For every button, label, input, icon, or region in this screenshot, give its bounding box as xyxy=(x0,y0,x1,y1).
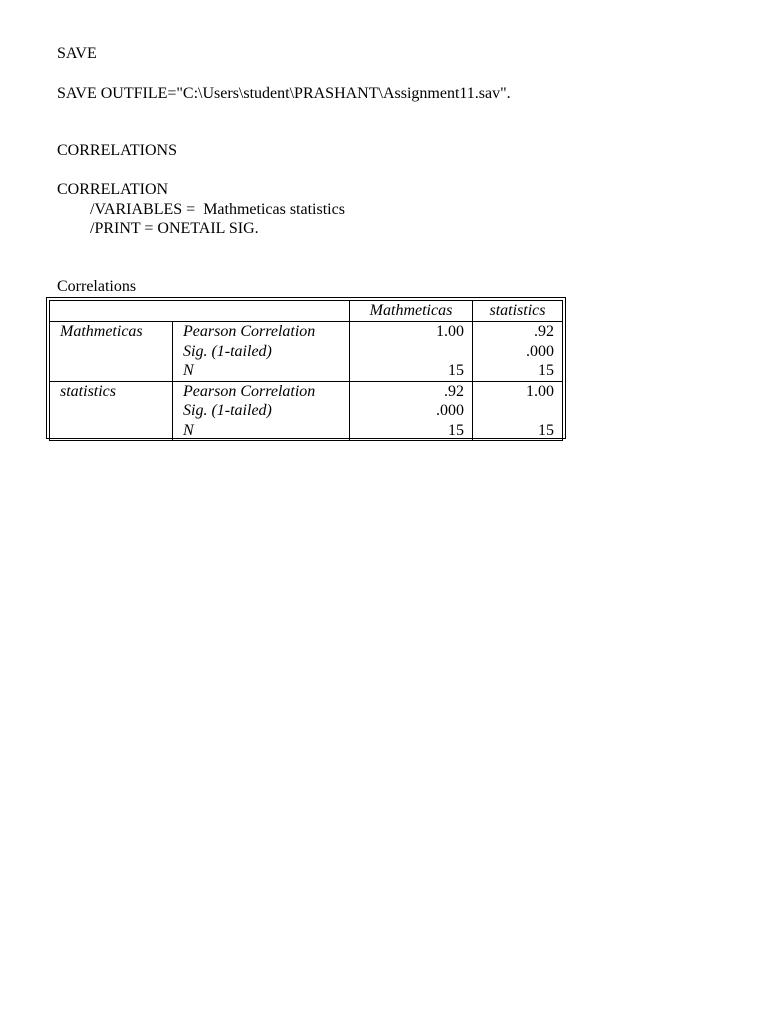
stat-label: N xyxy=(183,421,194,439)
table-header-row xyxy=(50,301,563,322)
value: .92 xyxy=(534,323,554,340)
table-title: Correlations xyxy=(57,278,137,295)
cell-mathmeticas xyxy=(350,322,473,382)
stat-label: Pearson Correlation xyxy=(183,323,316,340)
row-stat-labels xyxy=(173,322,350,382)
cell-mathmeticas xyxy=(350,381,473,441)
value: 15 xyxy=(448,362,464,379)
header-blank-cell xyxy=(50,301,350,322)
stat-label: Sig. (1-tailed) xyxy=(183,402,272,419)
value xyxy=(360,342,464,362)
stat-label: Sig. (1-tailed) xyxy=(183,342,272,360)
row-variable-label: Mathmeticas xyxy=(50,322,173,382)
value: 15 xyxy=(448,421,464,439)
variables-subcommand: /VARIABLES = Mathmeticas statistics xyxy=(90,201,345,218)
value xyxy=(483,401,554,421)
stat-label: N xyxy=(183,362,194,379)
value: 15 xyxy=(538,421,554,439)
header-mathmeticas: Mathmeticas xyxy=(350,301,473,322)
value: .92 xyxy=(444,382,464,400)
value: 1.00 xyxy=(526,382,554,400)
table-row xyxy=(50,381,563,441)
save-command: SAVE xyxy=(57,45,97,62)
cell-statistics xyxy=(473,381,563,441)
correlations-table-frame xyxy=(46,297,566,439)
value: 15 xyxy=(538,362,554,379)
value: .000 xyxy=(436,402,464,419)
stat-label: Pearson Correlation xyxy=(183,382,316,400)
cell-statistics xyxy=(473,322,563,382)
header-statistics: statistics xyxy=(473,301,563,322)
correlation-command: CORRELATION xyxy=(57,181,169,198)
value: 1.00 xyxy=(436,323,464,340)
save-outfile-command: SAVE OUTFILE="C:\Users\student\PRASHANT\Assignment11.sav". xyxy=(57,85,511,102)
row-variable-label: statistics xyxy=(50,381,173,441)
print-subcommand: /PRINT = ONETAIL SIG. xyxy=(90,220,259,237)
value: .000 xyxy=(526,342,554,360)
correlations-table xyxy=(49,300,563,441)
row-stat-labels xyxy=(173,381,350,441)
table-row xyxy=(50,322,563,382)
correlations-heading: CORRELATIONS xyxy=(57,142,178,159)
